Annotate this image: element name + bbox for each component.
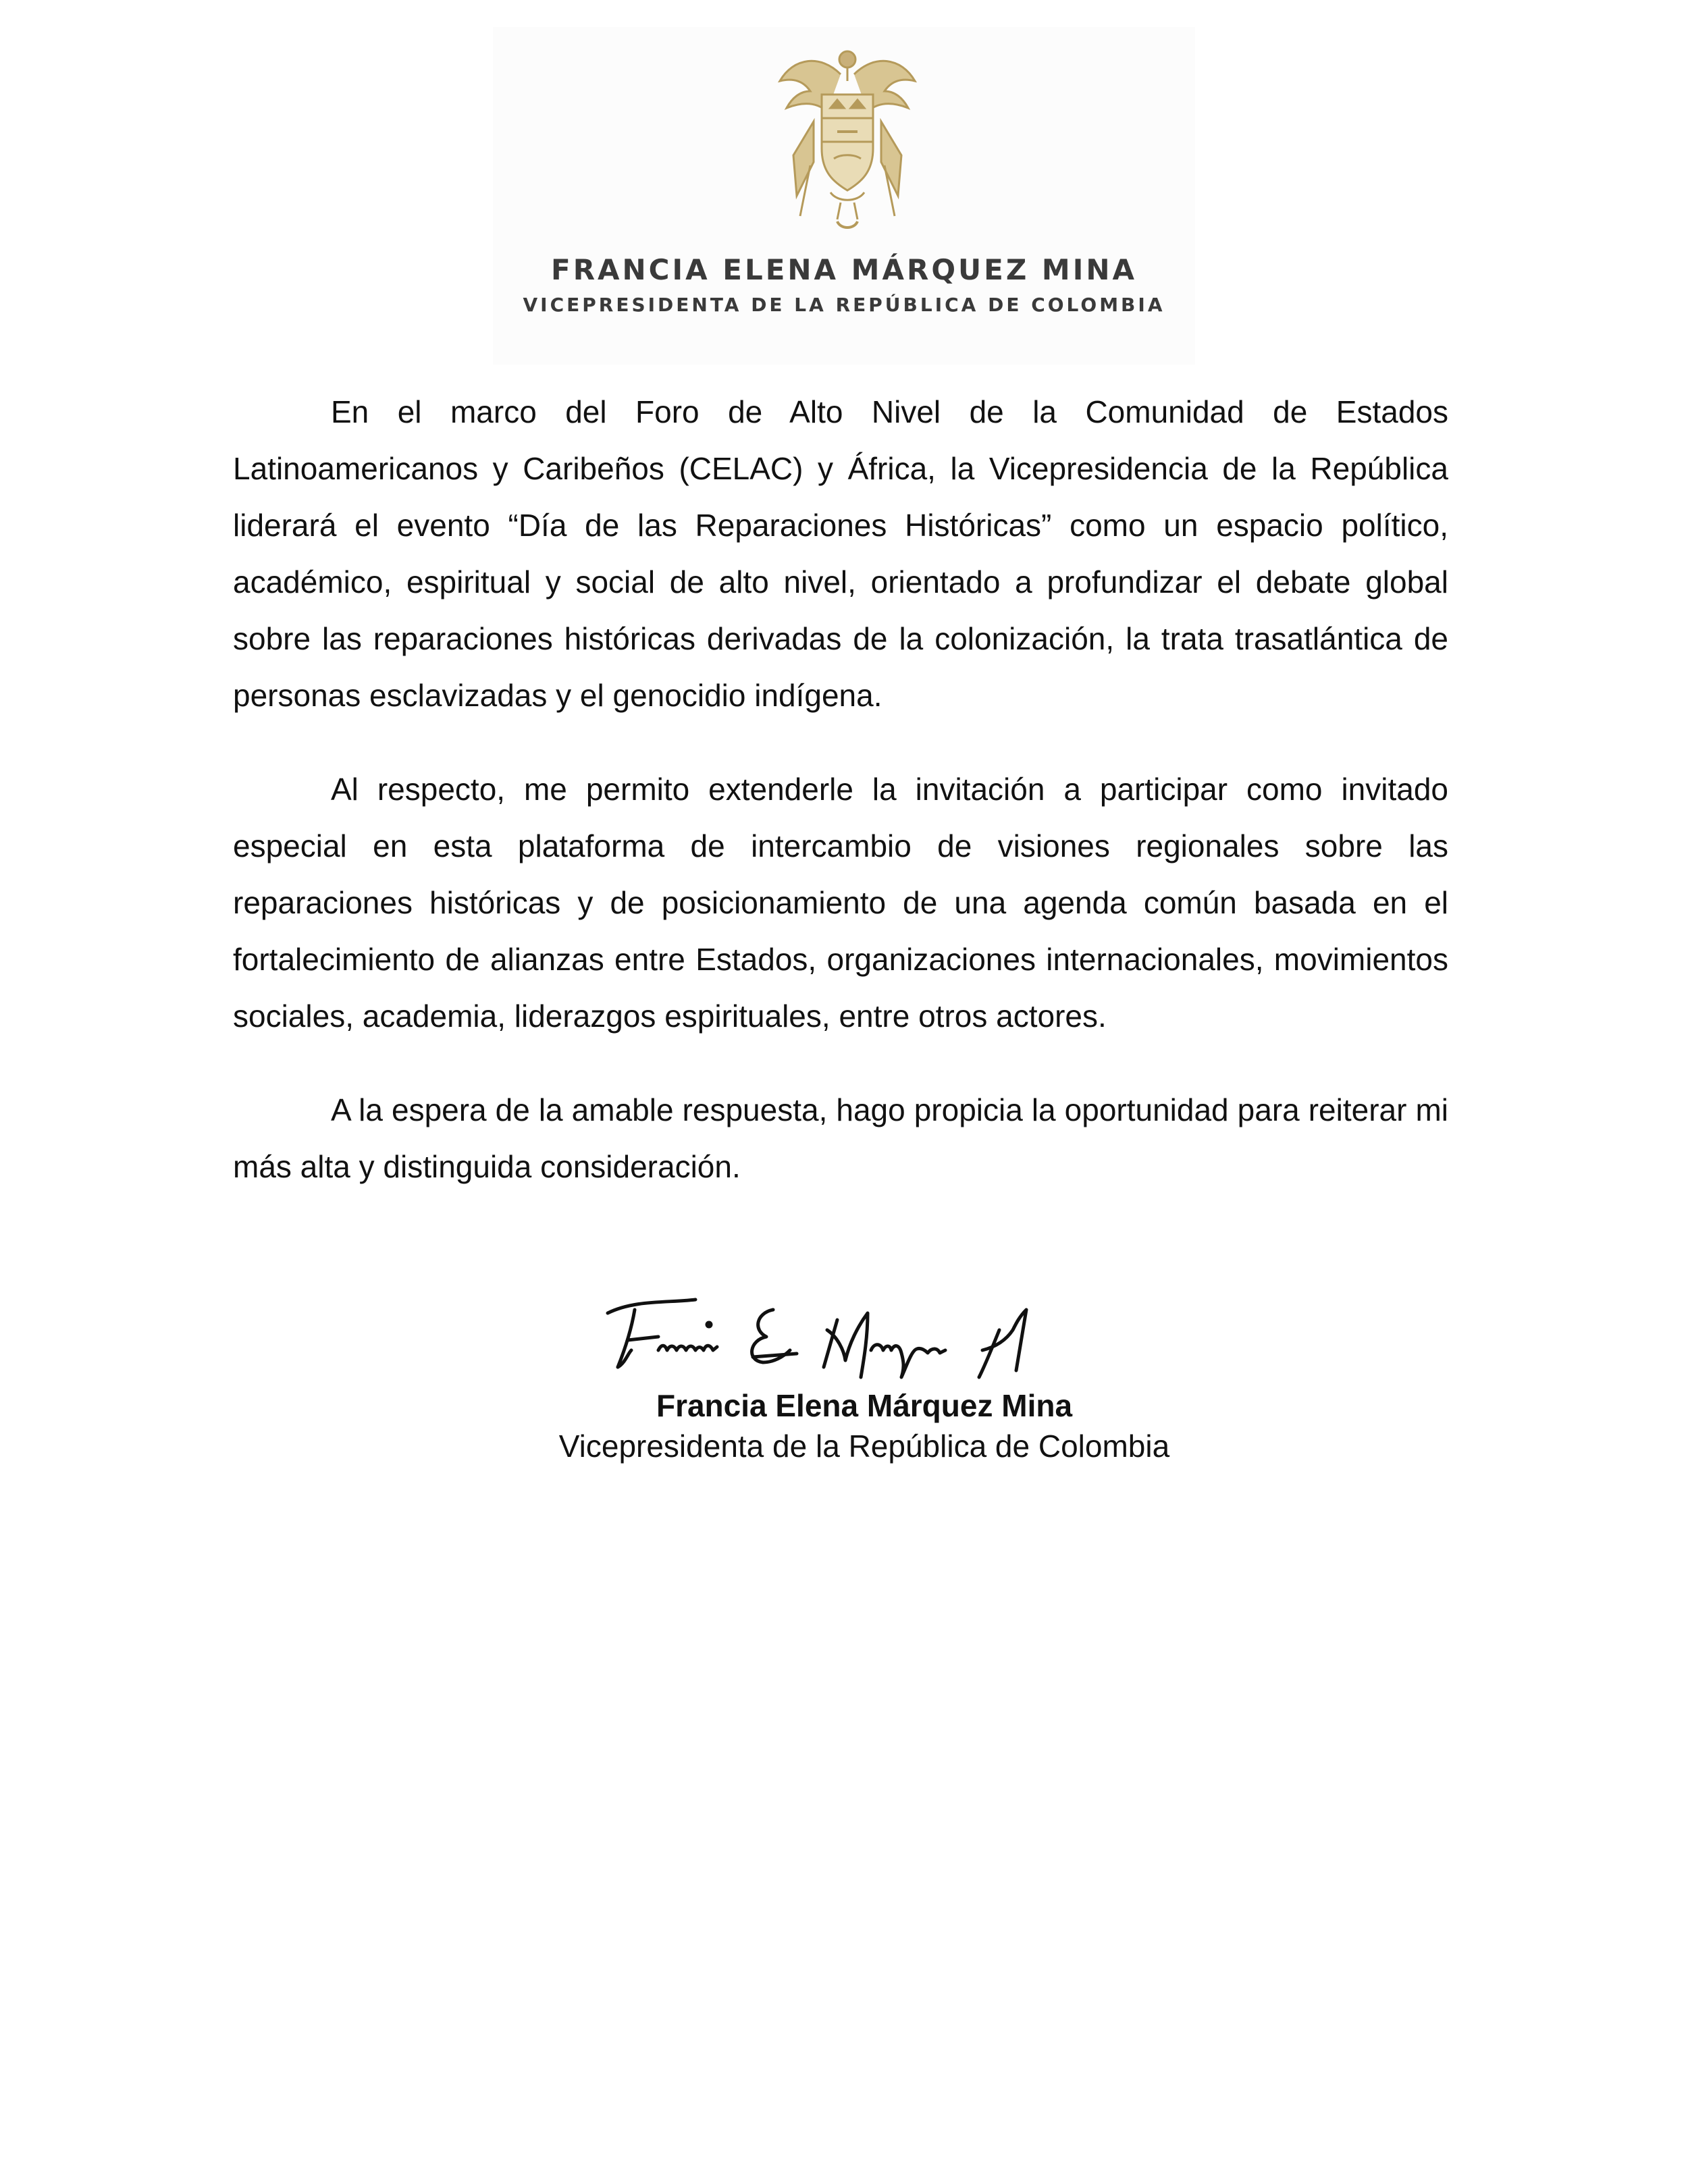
signatory-title: Vicepresidenta de la República de Colombia bbox=[558, 1429, 1170, 1464]
letter-body bbox=[233, 383, 1448, 1232]
paragraph-2: Al respecto, me permito extenderle la invitación a participar como invitado especial en esta plataforma de intercambio de visiones regionales sobre las reparaciones históricas y de posicionamiento de una agenda común basada en el fortalecimiento de alianzas entre Estados, organizaciones internacionales, movimientos sociales, academia, liderazgos espirituales, entre otros actores. bbox=[233, 772, 1448, 1034]
paragraph-1: En el marco del Foro de Alto Nivel de la Comunidad de Estados Latinoamericanos y Caribeños (CELAC) y África, la Vicepresidencia de la República liderará el evento “Día de las Reparaciones Históricas” como un espacio político, académico, espiritual y social de alto nivel, orientado a profundizar el debate global sobre las reparaciones históricas derivadas de la colonización, la trata trasatlántica de personas esclavizadas y el genocidio indígena. bbox=[233, 394, 1448, 713]
signatory-name: Francia Elena Márquez Mina bbox=[656, 1388, 1073, 1423]
handwritten-signature bbox=[594, 1283, 1067, 1404]
letterhead bbox=[493, 27, 1195, 365]
paragraph-3: A la espera de la amable respuesta, hago propicia la oportunidad para reiterar mi más alta y distinguida consideración. bbox=[233, 1092, 1448, 1184]
letterhead-title: VICEPRESIDENTA DE LA REPÚBLICA DE COLOMBIA bbox=[523, 294, 1165, 316]
coat-of-arms-icon bbox=[773, 41, 922, 243]
letterhead-name: FRANCIA ELENA MÁRQUEZ MINA bbox=[551, 253, 1137, 286]
